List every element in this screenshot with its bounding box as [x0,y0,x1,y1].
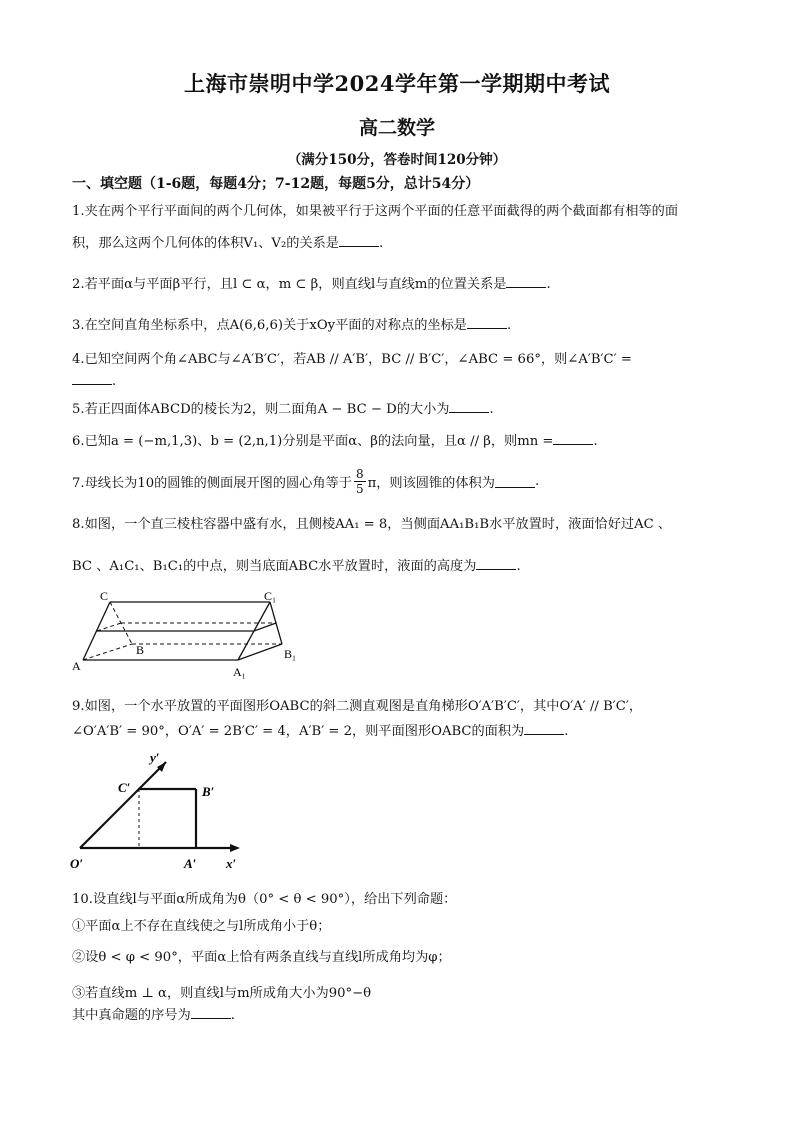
prism-figure [70,588,310,684]
answer-blank[interactable] [339,234,379,247]
label-A: A [72,659,81,673]
label-y: y′ [150,750,160,765]
q10-line4: ③若直线m ⊥ α，则直线l与m所成角大小为90°−θ [72,986,372,1001]
answer-blank[interactable] [449,400,489,413]
q10-line5: 其中真命题的序号为 . [72,1008,235,1023]
label-C1: C₁ [264,589,277,603]
answer-blank[interactable] [506,275,546,288]
answer-blank[interactable] [524,722,564,735]
q8-line1: 8.如图，一个直三棱柱容器中盛有水，且侧棱AA₁ = 8，当侧面AA₁B₁B水平放置时，液面恰好过AC 、 [72,517,672,532]
q6: 6.已知a = (−m,1,3)、b = (2,n,1)分别是平面α、β的法向量，且α // β，则mn = . [72,434,598,449]
q2: 2.若平面α与平面β平行，且l ⊂ α，m ⊂ β，则直线l与直线m的位置关系是 . [72,277,551,292]
label-C: C′ [118,780,131,795]
label-A: A′ [184,856,197,871]
label-B1: B₁ [284,647,297,661]
label-B: B [136,643,145,657]
q1-line2: 积，那么这两个几何体的体积V₁、V₂的关系是 . [72,236,384,251]
answer-blank[interactable] [476,557,516,570]
trapezoid-figure [66,748,246,873]
q9-line1: 9.如图，一个水平放置的平面图形OABC的斜二测直观图是直角梯形O′A′B′C′，其中O′A′ // B′C′， [72,699,643,714]
answer-blank[interactable] [191,1006,231,1019]
label-B: B′ [202,784,215,799]
q8-line2: BC 、A₁C₁、B₁C₁的中点，则当底面ABC水平放置时，液面的高度为 . [72,559,521,574]
q10-line2: ①平面α上不存在直线使之与l所成角小于θ； [72,919,331,934]
exam-subject: 高二数学 [358,117,435,139]
answer-blank[interactable] [495,475,535,488]
q10-line3: ②设θ < φ < 90°，平面α上恰有两条直线与直线l所成角均为φ； [72,950,451,965]
q7: 7.母线长为10的圆锥的侧面展开图的圆心角等于 8 5 π，则该圆锥的体积为 . [72,466,540,496]
label-O: O′ [70,856,84,871]
answer-blank[interactable] [553,432,593,445]
answer-blank[interactable] [72,372,112,385]
label-A1: A₁ [233,665,246,679]
q9-line2: ∠O′A′B′ = 90°，O′A′ = 2B′C′ = 4，A′B′ = 2，则平面图形OABC的面积为 . [72,724,569,739]
q10-line1: 10.设直线l与平面α所成角为θ（0° < θ < 90°），给出下列命题： [72,892,457,907]
fraction: 8 5 [355,466,364,496]
q4-line1: 4.已知空间两个角∠ABC与∠A′B′C′，若AB // A′B′，BC // B′C′，∠ABC = 66°，则∠A′B′C′ = [72,352,632,367]
section-title: 一、填空题（1-6题，每题4分；7-12题，每题5分，总计54分） [72,176,480,192]
q1-line1: 1.夹在两个平行平面间的两个几何体，如果被平行于这两个平面的任意平面截得的两个截面都有相等的面 [72,204,679,219]
answer-blank[interactable] [467,316,507,329]
exam-title: 上海市崇明中学2024学年第一学期期中考试 [184,71,610,96]
label-C: C [100,589,109,603]
q5: 5.若正四面体ABCD的棱长为2，则二面角A − BC − D的大小为 . [72,402,494,417]
q3: 3.在空间直角坐标系中，点A(6,6,6)关于xOy平面的对称点的坐标是 . [72,318,512,333]
label-x: x′ [226,856,237,871]
q4-line2: . [72,372,116,389]
exam-subtitle: （满分150分，答卷时间120分钟） [287,152,507,168]
